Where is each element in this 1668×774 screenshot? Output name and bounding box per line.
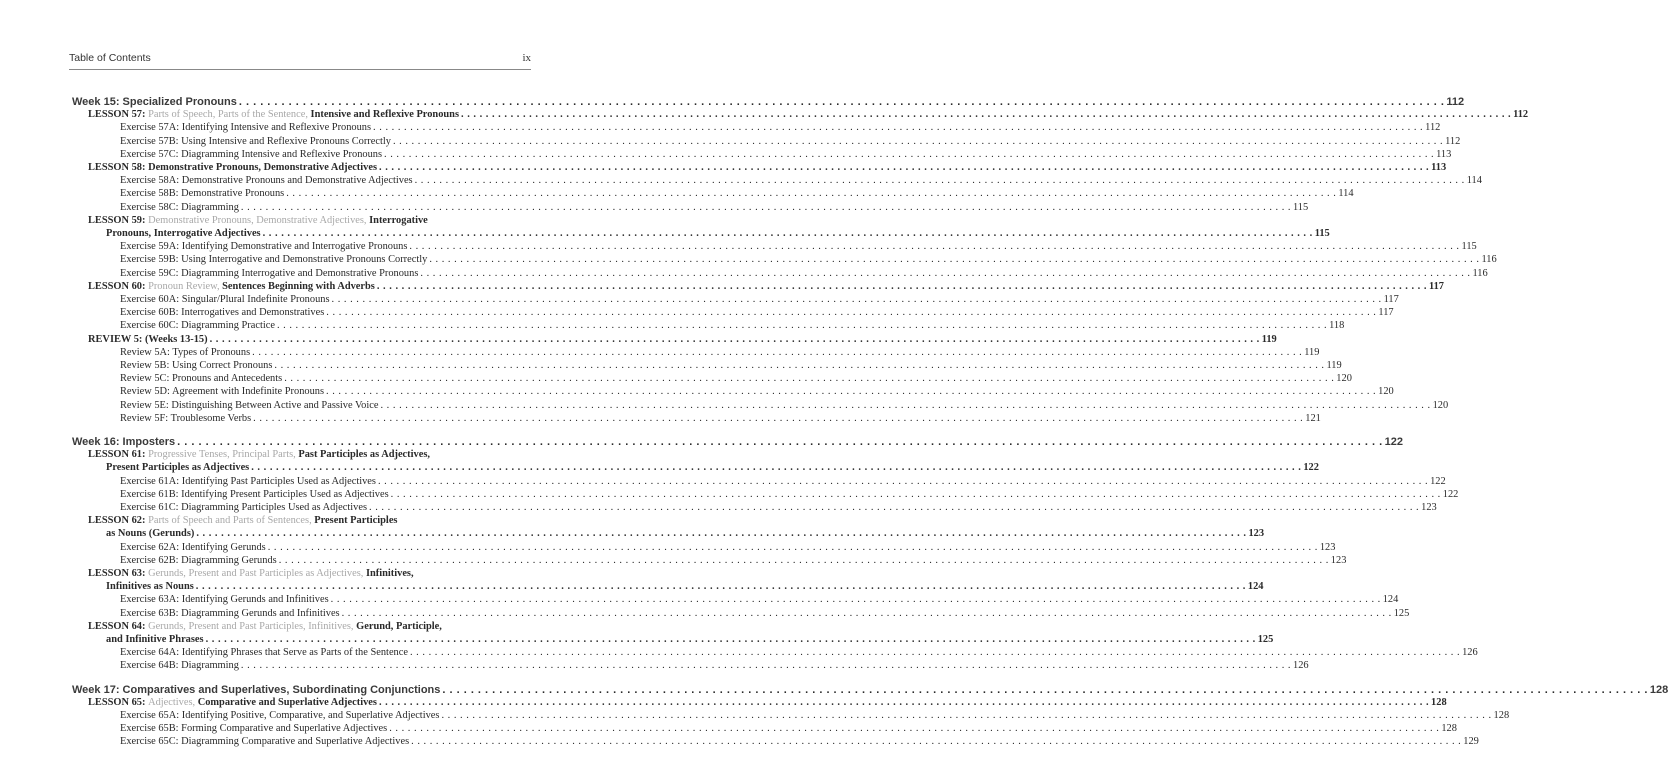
exercise-title: Exercise 58B: Demonstrative Pronouns bbox=[120, 188, 285, 199]
exercise-title: Exercise 65A: Identifying Positive, Comparative, and Superlative Adjectives bbox=[120, 710, 440, 721]
header-rule bbox=[69, 69, 531, 70]
page-ref: 120 bbox=[1336, 373, 1352, 384]
exercise-title: Review 5E: Distinguishing Between Active and Passive Voice bbox=[120, 400, 379, 411]
page-ref: 124 bbox=[1382, 594, 1399, 605]
lesson-topic: Demonstrative Pronouns, Demonstrative Adjectives bbox=[148, 162, 378, 173]
exercise-title: Exercise 58A: Demonstrative Pronouns and Demonstrative Adjectives bbox=[120, 175, 413, 186]
page-ref: 115 bbox=[1293, 202, 1309, 213]
page-ref: 128 bbox=[1431, 697, 1447, 708]
page-ref: 114 bbox=[1466, 175, 1482, 186]
page-ref: 128 bbox=[1441, 723, 1457, 734]
lesson-label: LESSON 64: bbox=[88, 621, 149, 632]
page-ref: 122 bbox=[1303, 462, 1319, 473]
lesson-topic: and Infinitive Phrases bbox=[106, 634, 204, 645]
page-ref: 117 bbox=[1383, 294, 1399, 305]
page-ref: 122 bbox=[1430, 476, 1446, 487]
exercise-title: Exercise 61A: Identifying Past Participles Used as Adjectives bbox=[120, 476, 376, 487]
page-ref: 116 bbox=[1472, 268, 1488, 279]
page-ref: 119 bbox=[1261, 334, 1277, 345]
lesson-label: LESSON 62: bbox=[88, 515, 149, 526]
exercise-title: Exercise 62B: Diagramming Gerunds bbox=[120, 555, 277, 566]
lesson-review-topics: Gerunds, Present and Past Participles, Infinitives, bbox=[148, 621, 357, 632]
page-ref: 128 bbox=[1649, 684, 1668, 696]
page-ref: 113 bbox=[1431, 162, 1447, 173]
page-ref: 112 bbox=[1513, 109, 1529, 120]
page-ref: 126 bbox=[1462, 647, 1478, 658]
lesson-label: LESSON 65: bbox=[88, 697, 149, 708]
lesson-topic: Past Participles as Adjectives, bbox=[298, 449, 430, 460]
page-ref: 112 bbox=[1446, 96, 1465, 108]
lesson-label: LESSON 59: bbox=[88, 215, 149, 226]
page-ref: 125 bbox=[1393, 608, 1410, 619]
page-ref: 118 bbox=[1329, 320, 1345, 331]
exercise-title: Exercise 63B: Diagramming Gerunds and Infinitives bbox=[120, 608, 340, 619]
lesson-topic: Sentences Beginning with Adverbs bbox=[222, 281, 375, 292]
page-ref: 122 bbox=[1442, 489, 1459, 500]
lesson-topic: Present Participles bbox=[314, 515, 398, 526]
exercise-title: Exercise 64A: Identifying Phrases that Serve as Parts of the Sentence bbox=[120, 647, 408, 658]
exercise-title: Exercise 65B: Forming Comparative and Superlative Adjectives bbox=[120, 723, 388, 734]
lesson-review-topics: Parts of Speech, Parts of the Sentence, bbox=[148, 109, 311, 120]
lesson-topic: Intensive and Reflexive Pronouns bbox=[310, 109, 459, 120]
page-ref: 116 bbox=[1481, 254, 1497, 265]
toc-exercise-entry[interactable] bbox=[0, 411, 1321, 427]
page-ref: 126 bbox=[1293, 660, 1309, 671]
dot-leader bbox=[251, 411, 1305, 427]
week-title: Week 17: Comparatives and Superlatives, Subordinating Conjunctions bbox=[72, 684, 441, 696]
lesson-topic: Present Participles as Adjectives bbox=[106, 462, 250, 473]
lesson-label: LESSON 57: bbox=[88, 109, 149, 120]
page-ref: 123 bbox=[1421, 502, 1437, 513]
lesson-topic: Comparative and Superlative Adjectives bbox=[197, 697, 377, 708]
lesson-topic: Pronouns, Interrogative Adjectives bbox=[106, 228, 261, 239]
lesson-review-topics: Parts of Speech and Parts of Sentences, bbox=[148, 515, 315, 526]
page-ref: 115 bbox=[1314, 228, 1330, 239]
exercise-title: Exercise 59A: Identifying Demonstrative and Interrogative Pronouns bbox=[120, 241, 408, 252]
exercise-title: Exercise 57C: Diagramming Intensive and Reflexive Pronouns bbox=[120, 149, 383, 160]
header-title: Table of Contents bbox=[69, 52, 151, 64]
page-ref: 129 bbox=[1463, 736, 1479, 747]
exercise-title: Exercise 59C: Diagramming Interrogative and Demonstrative Pronouns bbox=[120, 268, 419, 279]
exercise-title: Review 5F: Troublesome Verbs bbox=[120, 413, 252, 424]
lesson-label: LESSON 63: bbox=[88, 568, 149, 579]
page-ref: 120 bbox=[1378, 386, 1394, 397]
page-ref: 122 bbox=[1384, 436, 1404, 448]
lesson-review-topics: Progressive Tenses, Principal Parts, bbox=[148, 449, 299, 460]
lesson-review-topics: Pronoun Review, bbox=[148, 281, 223, 292]
page-number: ix bbox=[522, 52, 531, 64]
exercise-title: Exercise 62A: Identifying Gerunds bbox=[120, 542, 266, 553]
page-ref: 125 bbox=[1257, 634, 1274, 645]
exercise-title: Exercise 58C: Diagramming bbox=[120, 202, 239, 213]
page-ref: 121 bbox=[1305, 413, 1321, 424]
lesson-topic: Gerund, Participle, bbox=[356, 621, 442, 632]
exercise-title: Exercise 60A: Singular/Plural Indefinite Pronouns bbox=[120, 294, 330, 305]
lesson-topic: Infinitives, bbox=[365, 568, 414, 579]
week-title: Week 16: Imposters bbox=[72, 436, 176, 448]
exercise-title: Exercise 61B: Identifying Present Participles Used as Adjectives bbox=[120, 489, 389, 500]
dot-leader bbox=[239, 658, 1293, 674]
page-ref: 115 bbox=[1461, 241, 1477, 252]
page-ref: 120 bbox=[1432, 400, 1449, 411]
lesson-topic: Infinitives as Nouns bbox=[106, 581, 194, 592]
page-ref: 123 bbox=[1248, 528, 1265, 539]
exercise-title: Review 5C: Pronouns and Antecedents bbox=[120, 373, 283, 384]
page-ref: 124 bbox=[1247, 581, 1264, 592]
exercise-title: Review 5A: Types of Pronouns bbox=[120, 347, 251, 358]
lesson-review-topics: Gerunds, Present and Past Participles as Adjectives, bbox=[148, 568, 366, 579]
page-ref: 119 bbox=[1304, 347, 1320, 358]
page-ref: 112 bbox=[1445, 136, 1461, 147]
exercise-title: Exercise 63A: Identifying Gerunds and Infinitives bbox=[120, 594, 329, 605]
toc-exercise-entry[interactable] bbox=[0, 658, 1309, 674]
exercise-title: Exercise 61C: Diagramming Participles Used as Adjectives bbox=[120, 502, 368, 513]
page-ref: 117 bbox=[1428, 281, 1444, 292]
page-ref: 114 bbox=[1338, 188, 1354, 199]
exercise-title: Exercise 57A: Identifying Intensive and Reflexive Pronouns bbox=[120, 122, 372, 133]
exercise-title: Review 5B: Using Correct Pronouns bbox=[120, 360, 273, 371]
exercise-title: Exercise 65C: Diagramming Comparative and Superlative Adjectives bbox=[120, 736, 410, 747]
exercise-title: Exercise 57B: Using Intensive and Reflexive Pronouns Correctly bbox=[120, 136, 391, 147]
exercise-title: Exercise 60B: Interrogatives and Demonstratives bbox=[120, 307, 325, 318]
lesson-label: LESSON 61: bbox=[88, 449, 149, 460]
week-title: Week 15: Specialized Pronouns bbox=[72, 96, 237, 108]
lesson-topic: as Nouns (Gerunds) bbox=[106, 528, 195, 539]
exercise-title: Exercise 60C: Diagramming Practice bbox=[120, 320, 275, 331]
exercise-title: Exercise 59B: Using Interrogative and Demonstrative Pronouns Correctly bbox=[120, 254, 428, 265]
lesson-label: LESSON 60: bbox=[88, 281, 149, 292]
page-ref: 123 bbox=[1319, 542, 1336, 553]
page-ref: 123 bbox=[1330, 555, 1347, 566]
running-header bbox=[69, 52, 531, 66]
lesson-label: LESSON 58: bbox=[88, 162, 149, 173]
page-ref: 117 bbox=[1378, 307, 1394, 318]
page-ref: 119 bbox=[1326, 360, 1342, 371]
page-ref: 112 bbox=[1425, 122, 1441, 133]
lesson-review-topics: Demonstrative Pronouns, Demonstrative Adjectives, bbox=[148, 215, 370, 226]
page-ref: 113 bbox=[1436, 149, 1452, 160]
lesson-topic: (Weeks 13-15) bbox=[144, 334, 208, 345]
lesson-topic: Interrogative bbox=[369, 215, 428, 226]
exercise-title: Exercise 64B: Diagramming bbox=[120, 660, 239, 671]
page-ref: 128 bbox=[1493, 710, 1510, 721]
toc-exercise-entry[interactable] bbox=[0, 734, 1479, 750]
lesson-label: REVIEW 5: bbox=[88, 334, 145, 345]
lesson-review-topics: Adjectives, bbox=[148, 697, 198, 708]
exercise-title: Review 5D: Agreement with Indefinite Pronouns bbox=[120, 386, 325, 397]
dot-leader bbox=[409, 734, 1463, 750]
